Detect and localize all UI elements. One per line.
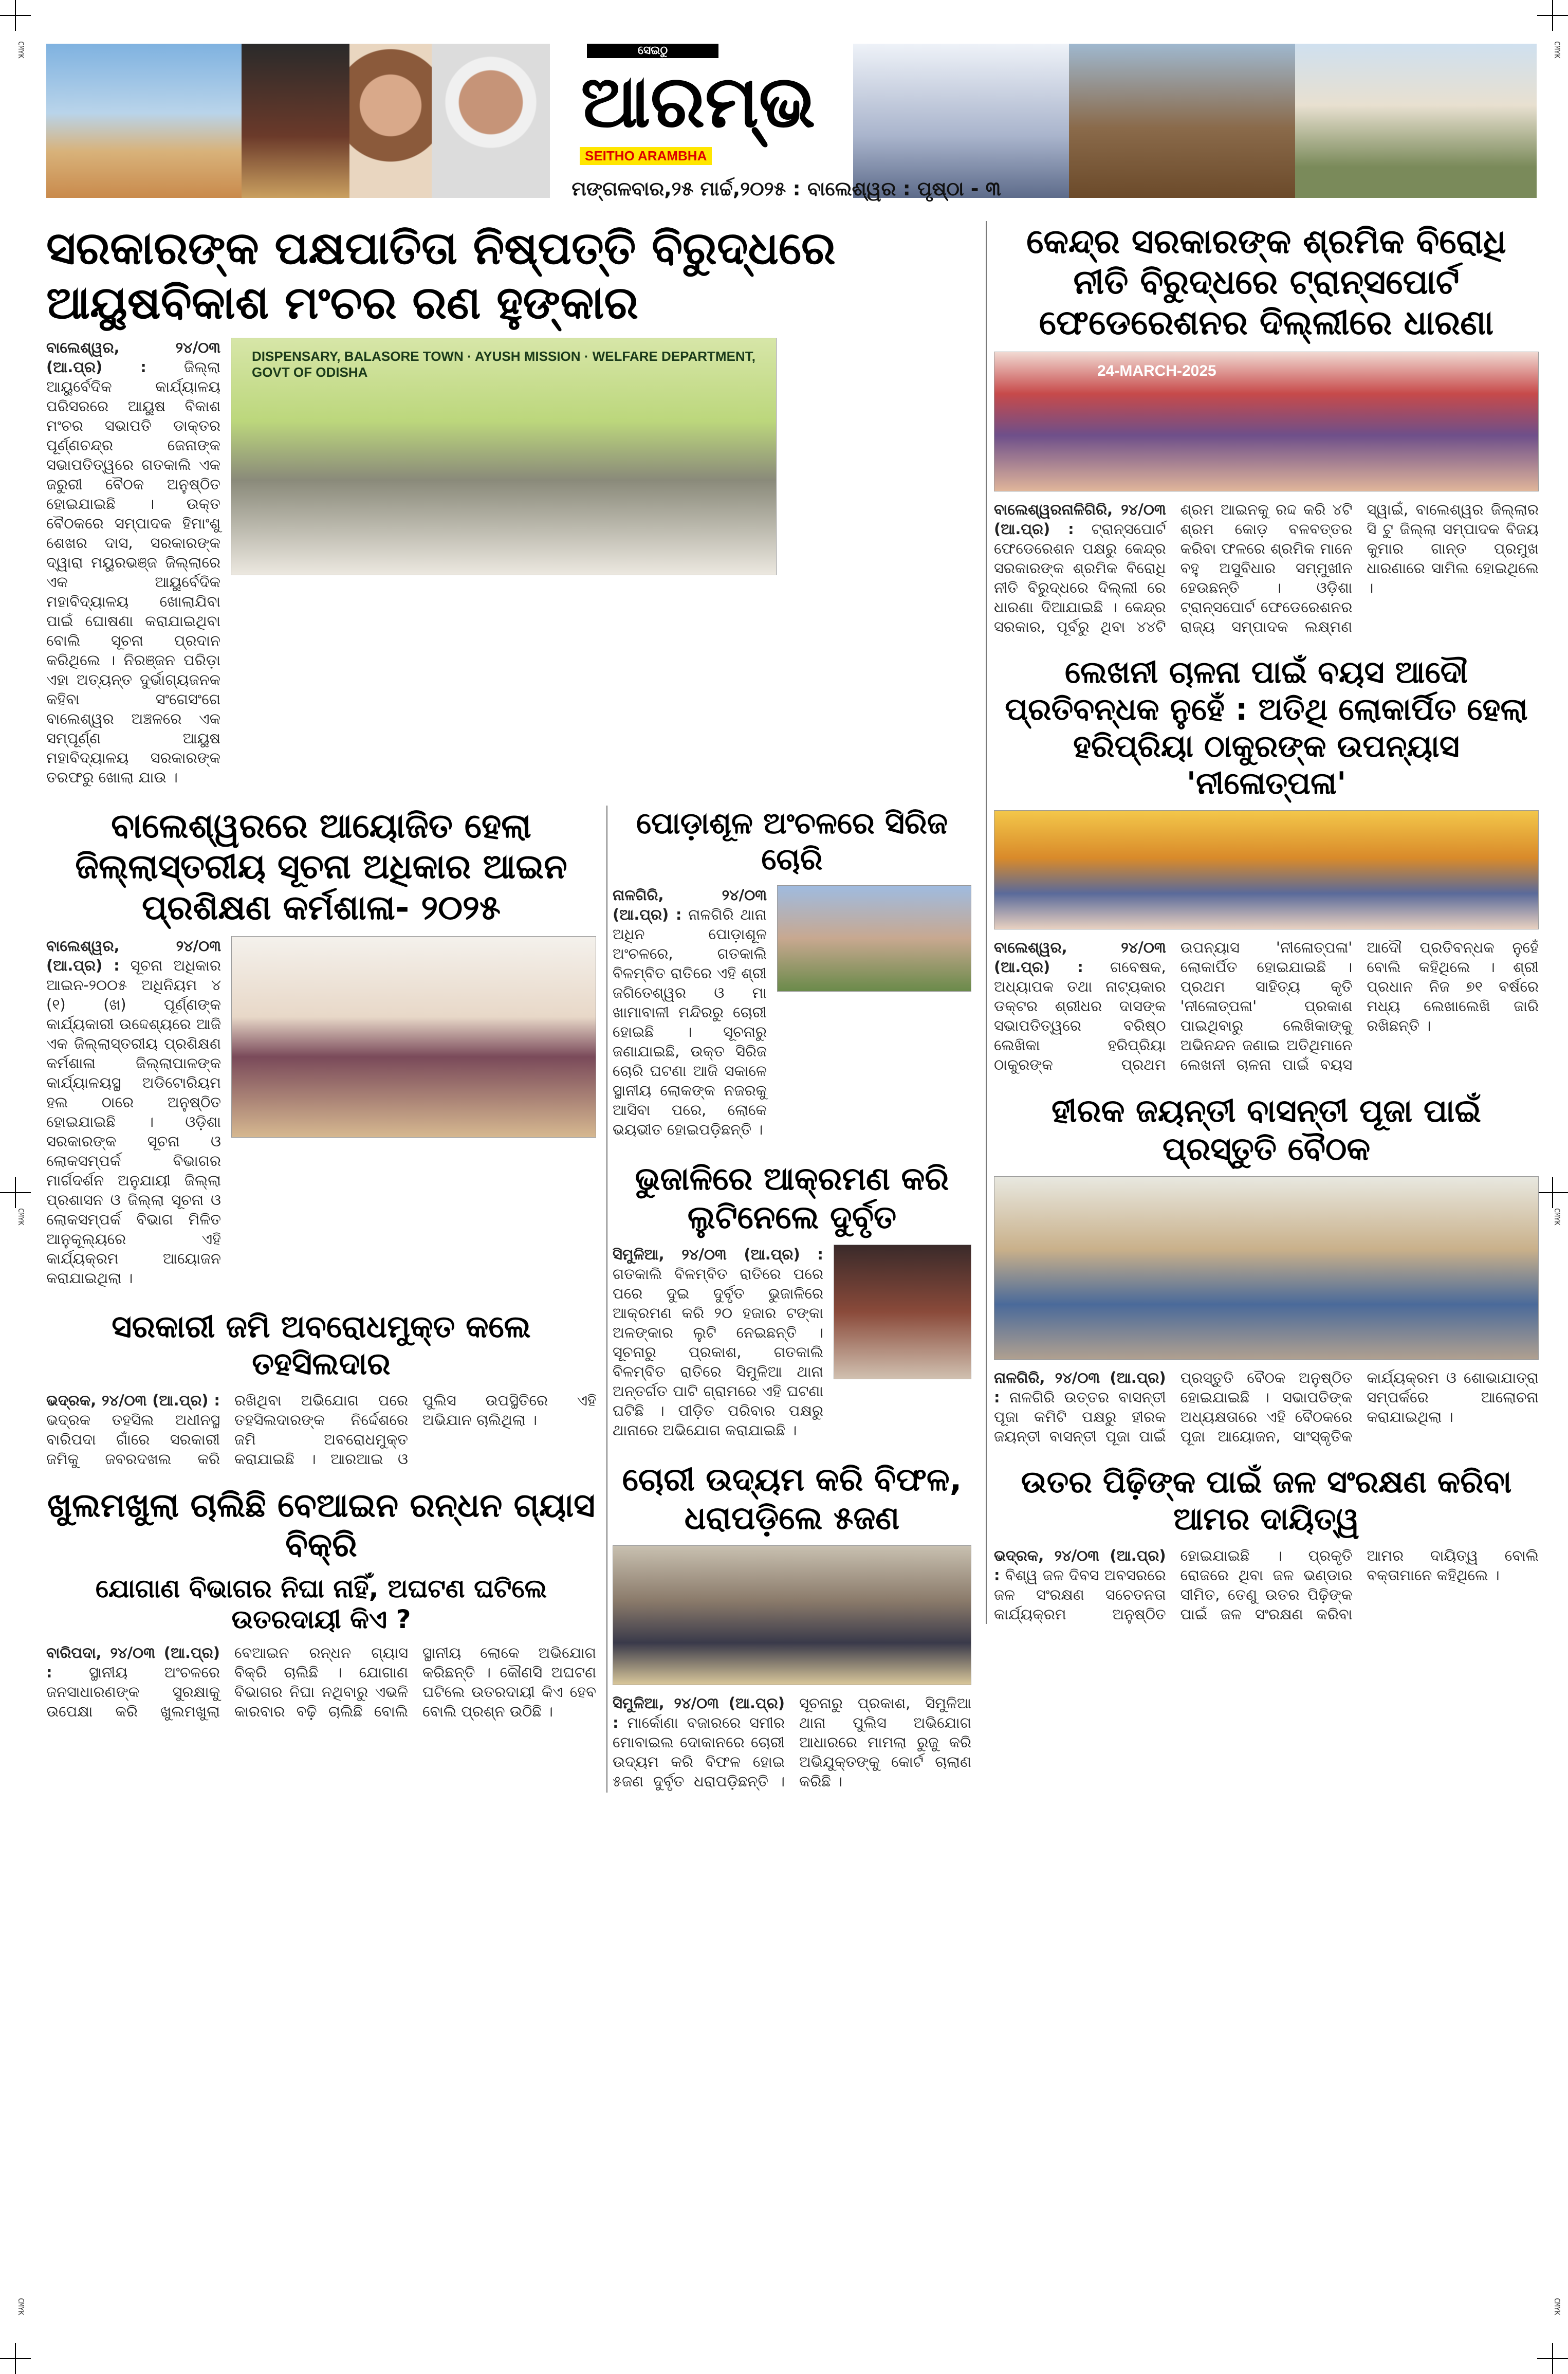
story-body: ବିଶ୍ୱ ଜଳ ଦିବସ ଅବସରରେ ଜଳ ସଂରକ୍ଷଣ ସଚେତନତା କାର୍ଯ୍ୟକ୍ରମ ଅନୁଷ୍ଠିତ ହୋଇଯାଇଛି । ପ୍ରକୃତି ରୋଜରେ ଥିବା ଜଳ ଭଣ୍ଡାର ସୀମିତ, ତେଣୁ ଉତର ପିଢ଼ିଙ୍କ ପାଇଁ ଜଳ ସଂରକ୍ଷଣ କରିବା ଆମର ଦାୟିତ୍ୱ ବୋଲି ବକ୍ତାମାନେ କହିଥିଲେ । [994, 1547, 1539, 1623]
story-dateline: ବାଲେଶ୍ୱର, ୨୪/୦୩ (ଆ.ପ୍ର) : [994, 938, 1166, 976]
story-rti-body [46, 936, 221, 1291]
left-column [46, 806, 596, 1722]
story-body: ଗବେଷକ, ଅଧ୍ୟାପକ ତଥା ନାଟ୍ୟକାର ଡକ୍ଟର ଶ୍ରୀଧର ଦାସଙ୍କ ସଭାପତିତ୍ୱରେ ବରିଷ୍ଠ ଲେଖିକା ହରିପ୍ରିୟା ଠାକୁରଙ୍କ ପ୍ରଥମ ଉପନ୍ୟାସ 'ନୀଳୋତ୍ପଳା' ଲୋକାର୍ପିତ ହୋଇଯାଇଛି । ପ୍ରଥମ ସାହିତ୍ୟ କୃତି 'ନୀଳୋତ୍ପଳା' ପ୍ରକାଶ ପାଇଥିବାରୁ ଲେଖିକାଙ୍କୁ ଅଭିନନ୍ଦନ ଜଣାଇ ଅତିଥିମାନେ ଲେଖନୀ ଚାଳନା ପାଇଁ ବୟସ ଆଦୌ ପ୍ରତିବନ୍ଧକ ନୁହେଁ ବୋଲି କହିଥିଲେ । ଶ୍ରୀ ପ୍ରଧାନ ନିଜ ୭୧ ବର୍ଷରେ ମଧ୍ୟ ଲେଖାଲେଖି ଜାରି ରଖିଛନ୍ତି । [994, 938, 1539, 1073]
story-body: ଟ୍ରାନ୍ସପୋର୍ଟ ଫେଡେରେଶନ ପକ୍ଷରୁ କେନ୍ଦ୍ର ସରକାରଙ୍କ ଶ୍ରମିକ ବିରୋଧି ନୀତି ବିରୁଦ୍ଧରେ ଦିଲ୍ଲୀ ରେ ଧାରଣା ଦିଆଯାଇଛି । କେନ୍ଦ୍ର ସରକାର, ପୂର୍ବରୁ ଥିବା ୪୪ଟି ଶ୍ରମ ଆଇନକୁ ରଦ୍ଦ କରି ୪ଟି ଶ୍ରମ କୋଡ଼ ବଳବତ୍ତର କରିବା ଫଳରେ ଶ୍ରମିକ ମାନେ ବହୁ ଅସୁବିଧାର ସମ୍ମୁଖୀନ ହେଉଛନ୍ତି । ଓଡ଼ିଶା ଟ୍ରାନ୍ସପୋର୍ଟ ଫେଡେରେଶନର ରାଜ୍ୟ ସମ୍ପାଦକ ଲକ୍ଷ୍ମଣ ସ୍ୱାଇଁ, ବାଲେଶ୍ୱର ଜିଲ୍ଲାର ସି ଟୁ ଜିଲ୍ଲା ସମ୍ପାଦକ ବିଜୟ କୁମାର ଗାନ୍ତ ପ୍ରମୁଖ ଧାରଣାରେ ସାମିଲ ହୋଇଥିଲେ । [994, 500, 1539, 635]
photo-transport-dharna [994, 352, 1539, 491]
headline-basanti-puja: ହୀରକ ଜୟନ୍ତୀ ବାସନ୍ତୀ ପୂଜା ପାଇଁ ପ୍ରସ୍ତୁତି ବୈଠକ [1052, 1091, 1481, 1167]
banner-photo-ruins [1069, 44, 1295, 198]
photo-puja-meeting [994, 1176, 1539, 1360]
story-arrest [613, 1460, 971, 1793]
story-novel [994, 654, 1539, 1074]
banner-photo-freedom-fighter [349, 44, 432, 198]
story-body: ନାଳଗିରି ଥାନା ଅଧିନ ପୋଡ଼ାଶୂଳ ଅଂଚଳରେ, ଗତକାଲି ବିଳମ୍ବିତ ରାତିରେ ଏହି ଶ୍ରୀ ଜଗିତେଶ୍ୱର ଓ ମା ଖାମାବାଳୀ ମନ୍ଦିରରୁ ଚୋରୀ ହୋଇଛି । ସୂଚନାରୁ ଜଣାଯାଇଛି, ଉକ୍ତ ସିରିଜ ଚୋରି ଘଟଣା ଆଜି ସକାଳେ ସ୍ଥାନୀୟ ଲୋକଙ୍କ ନଜରକୁ ଆସିବା ପରେ, ଲୋକେ ଭୟଭୀତ ହୋଇପଡ଼ିଛନ୍ତି । [613, 906, 767, 1139]
banner-photo-temple [853, 44, 1069, 198]
story-ayush-col1 [46, 338, 220, 790]
story-water [994, 1464, 1539, 1624]
story-body: ଗତକାଲି ବିଳମ୍ବିତ ରାତିରେ ପରେ ପରେ ଦୁଇ ଦୁର୍ବୃତ ଭୁଜାଳିରେ ଆକ୍ରମଣ କରି ୨୦ ହଜାର ଟଙ୍କା ଅଳଙ୍କାର ଲୁଟି ନେଇଛନ୍ତି । ସୂଚନାରୁ ପ୍ରକାଶ, ଗତକାଲି ବିଳମ୍ବିତ ରାତିରେ ସିମୁଳିଆ ଥାନା ଅନ୍ତର୍ଗତ ପାଟି ଗ୍ରାମରେ ଏହି ଘଟଣା ଘଟିଛି । ପୀଡ଼ିତ ପରିବାର ପକ୍ଷରୁ ଥାନାରେ ଅଭିଯୋଗ କରାଯାଇଛି । [613, 1265, 823, 1439]
headline-machete-loot: ଭୁଜାଳିରେ ଆକ୍ରମଣ କରି ଲୁଟିନେଲେ ଦୁର୍ବୃତ [635, 1160, 949, 1236]
headline-illegal-gas: ଖୁଲମଖୁଲା ଚାଲିଛି ବେଆଇନ ରନ୍ଧନ ଗ୍ୟାସ ବିକ୍ରି [47, 1486, 595, 1564]
story-dateline: ବାଲେଶ୍ୱର, ୨୪/୦୩ (ଆ.ପ୍ର) : [46, 937, 221, 974]
story-dateline: ସିମୁଳିଆ, ୨୪/୦୩ (ଆ.ପ୍ର) : [613, 1694, 785, 1731]
story-water-body [994, 1546, 1539, 1624]
crop-mark [1537, 0, 1568, 31]
story-body: ଭଦ୍ରକ ତହସିଲ ଅଧୀନସ୍ଥ ବାରିପଦା ଗାଁରେ ସରକାରୀ ଜମିକୁ ଜବରଦଖଲ କରି ରଖିଥିବା ଅଭିଯୋଗ ପରେ ତହସିଲଦାରଙ୍କ ନିର୍ଦ୍ଦେଶରେ ଜମି ଅବରୋଧମୁକ୍ତ କରାଯାଇଛି । ଆରଆଇ ଓ ପୁଲିସ ଉପସ୍ଥିତିରେ ଏହି ଅଭିଯାନ ଚାଲିଥିଲା । [46, 1391, 596, 1468]
lower-columns [46, 806, 971, 1793]
registration-mark: CMYK [16, 41, 25, 59]
crop-mark [0, 2343, 31, 2374]
headline-five-arrested: ଚୋରୀ ଉଦ୍ୟମ କରି ବିଫଳ, ଧରାପଡ଼ିଲେ ୫ଜଣ [622, 1460, 962, 1537]
news-page [46, 221, 1539, 1793]
photo-arrested-accused [613, 1545, 971, 1685]
story-theft-body [613, 885, 767, 1142]
headline-ayush-protest: ସରକାରଙ୍କ ପକ୍ଷପାତିତା ନିଷ୍ପତ୍ତି ବିରୁଦ୍ଧରେ ଆୟୁଷବିକାଶ ମଂଚର ରଣ ହୁଙ୍କାର [46, 222, 836, 329]
photo-rti-workshop [231, 936, 596, 1138]
headline-transport-dharna: କେନ୍ଦ୍ର ସରକାରଙ୍କ ଶ୍ରମିକ ବିରୋଧି ନୀତି ବିରୁଦ୍ଧରେ ଟ୍ରାନ୍ସପୋର୍ଟ ଫେଡେରେଶନର ଦିଲ୍ଲୀରେ ଧାରଣା [1026, 222, 1506, 343]
story-body: ସୂଚନା ଅଧିକାର ଆଇନ-୨୦୦୫ ଅଧିନିୟମ ୪ (୧) (ଖ) ପୂର୍ଣ୍ଣଙ୍କ କାର୍ଯ୍ୟକାରୀ ଉଦ୍ଦେଶ୍ୟରେ ଆଜି ଏକ ଜିଲ୍ଲାସ୍ତରୀୟ ପ୍ରଶିକ୍ଷଣ କର୍ମଶାଳା ଜିଲ୍ଲାପାଳଙ୍କ କାର୍ଯ୍ୟାଳୟସ୍ଥ ଅଡିଟୋରିୟମ ହଲ ଠାରେ ଅନୁଷ୍ଠିତ ହୋଇଯାଇଛି । ଓଡ଼ିଶା ସରକାରଙ୍କ ସୂଚନା ଓ ଲୋକସମ୍ପର୍କ ବିଭାଗର ମାର୍ଗଦର୍ଶନ ଅନୁଯାୟୀ ଜିଲ୍ଲା ପ୍ରଶାସନ ଓ ଜିଲ୍ଲା ସୂଚନା ଓ ଲୋକସମ୍ପର୍କ ବିଭାଗ ମିଳିତ ଆନୁକୂଲ୍ୟରେ ଏହି କାର୍ଯ୍ୟକ୍ରମ ଆୟୋଜନ କରାଯାଇଥିଲା । [46, 956, 221, 1287]
registration-mark: CMYK [1553, 41, 1561, 59]
subheadline-illegal-gas: ଯୋଗାଣ ବିଭାଗର ନିଘା ନାହିଁ, ଅଘଟଣ ଘଟିଲେ ଉତରଦାୟୀ କିଏ ? [95, 1574, 547, 1635]
banner-photo-beach [46, 44, 242, 198]
registration-mark: CMYK [16, 2298, 25, 2315]
story-puja-body [994, 1368, 1539, 1446]
story-gas-body [46, 1643, 596, 1722]
story-arrest-body [613, 1693, 971, 1793]
story-puja [994, 1092, 1539, 1447]
story-dateline: ବାଲେଶ୍ୱର, ୨୪/୦୩ (ଆ.ପ୍ର) : [46, 339, 221, 376]
masthead-subtitle: SEITHO ARAMBHA [580, 147, 712, 165]
story-transport-body [994, 500, 1539, 636]
banner-photo-shrine [1295, 44, 1537, 198]
story-dateline: ଭଦ୍ରକ, ୨୪/୦୩ (ଆ.ପ୍ର) : [46, 1391, 220, 1409]
photo-novel-release [994, 810, 1539, 929]
story-serial-theft [613, 806, 971, 1142]
masthead-logo: ଆରମ୍ଭ [581, 60, 816, 144]
story-novel-body [994, 938, 1539, 1074]
crop-mark [1537, 2343, 1568, 2374]
photo-signboard-text: DISPENSARY, BALASORE TOWN · AYUSH MISSION · WELFARE DEPARTMENT, GOVT OF ODISHA [252, 349, 755, 380]
story-body: ମାର୍କୋଣା ବଜାରରେ ସମୀର ମୋବାଇଲ ଦୋକାନରେ ଚୋରୀ ଉଦ୍ୟମ କରି ବିଫଳ ହୋଇ ୫ଜଣ ଦୁର୍ବୃତ ଧରାପଡ଼ିଛନ୍ତି । ସୂଚନାରୁ ପ୍ରକାଶ, ସିମୁଳିଆ ଥାନା ପୁଲିସ ଅଭିଯୋଗ ଆଧାରରେ ମାମଲା ରୁଜୁ କରି ଅଭିଯୁକ୍ତଙ୍କୁ କୋର୍ଟ ଚାଲାଣ କରିଛି । [613, 1694, 971, 1790]
crop-mark [0, 0, 31, 31]
story-machete [613, 1160, 971, 1443]
registration-mark: CMYK [16, 1208, 25, 1226]
registration-mark: CMYK [1553, 1208, 1561, 1226]
middle-column [606, 806, 971, 1793]
right-column [986, 221, 1539, 1624]
story-body: ଜିଲ୍ଲା ଆୟୁର୍ବେଦିକ କାର୍ଯ୍ୟାଳୟ ପରିସରରେ ଆୟୁଷ ବିକାଶ ମଂଚର ସଭାପତି ଡାକ୍ତର ପୂର୍ଣ୍ଣଚନ୍ଦ୍ର ଜେନାଙ୍କ ସଭାପତିତ୍ୱରେ ଗତକାଲି ଏକ ଜରୁରୀ ବୈଠକ ଅନୁଷ୍ଠିତ ହୋଇଯାଇଛି । ଉକ୍ତ ବୈଠକରେ ସମ୍ପାଦକ ହିମାଂଶୁ ଶେଖର ଦାସ, ସରକାରଙ୍କ ଦ୍ୱାରା ମୟୁରଭଞ୍ଜ ଜିଲ୍ଲାରେ ଏକ ଆୟୁର୍ବେଦିକ ମହାବିଦ୍ୟାଳୟ ଖୋଲାଯିବା ପାଇଁ ଘୋଷଣା କରାଯାଇଥିବା ବୋଲି ସୂଚନା ପ୍ରଦାନ କରିଥିଲେ । ନିରଞ୍ଜନ ପରିଡ଼ା ଏହା ଅତ୍ୟନ୍ତ ଦୁର୍ଭାଗ୍ୟଜନକ କହିବା ସଂଗେସଂଗେ ବାଲେଶ୍ୱର ଅଞ୍ଚଳରେ ଏକ ସମ୍ପୂର୍ଣ୍ଣ ଆୟୁଷ ମହାବିଦ୍ୟାଳୟ ସରକାରଙ୍କ ତରଫରୁ ଖୋଲା ଯାଉ । [46, 358, 221, 787]
issue-dateline: ମଙ୍ଗଳବାର,୨୫ ମାର୍ଚ୍ଚ,୨୦୨୫ : ବାଲେଶ୍ୱର : ପୃଷ୍ଠା - ୩ [571, 177, 1001, 200]
story-dateline: ବାରିପଦା, ୨୪/୦୩ (ଆ.ପ୍ର) : [46, 1644, 220, 1682]
headline-land-encroachment: ସରକାରୀ ଜମି ଅବରୋଧମୁକ୍ତ କଲେ ତହସିଲଦାର [112, 1308, 531, 1382]
story-dateline: ନାଳଗିରି, ୨୪/୦୩ (ଆ.ପ୍ର) : [613, 886, 767, 924]
masthead-kicker: ସେଇଠୁ [587, 44, 718, 58]
crop-mark [1537, 1177, 1568, 1208]
story-body: ସ୍ଥାନୀୟ ଅଂଚଳରେ ଜନସାଧାରଣଙ୍କ ସୁରକ୍ଷାକୁ ଉପେକ୍ଷା କରି ଖୁଲମଖୁଲା ବେଆଇନ ରନ୍ଧନ ଗ୍ୟାସ ବିକ୍ରି ଚାଲିଛି । ଯୋଗାଣ ବିଭାଗର ନିଘା ନଥିବାରୁ ଏଭଳି କାରବାର ବଢ଼ି ଚାଲିଛି ବୋଲି ସ୍ଥାନୀୟ ଲୋକେ ଅଭିଯୋଗ କରିଛନ୍ତି । କୌଣସି ଅଘଟଣ ଘଟିଲେ ଉତରଦାୟୀ କିଏ ହେବ ବୋଲି ପ୍ରଶ୍ନ ଉଠିଛି । [46, 1644, 596, 1721]
story-dateline: ସିମୁଳିଆ, ୨୪/୦୩ (ଆ.ପ୍ର) : [613, 1246, 823, 1264]
headline-serial-theft: ପୋଡ଼ାଶୂଳ ଅଂଚଳରେ ସିରିଜ ଚୋରି [636, 806, 948, 876]
photo-banner-date: 24-MARCH-2025 [1097, 362, 1216, 379]
story-gas [46, 1486, 596, 1723]
story-machete-body [613, 1245, 823, 1443]
registration-mark: CMYK [1553, 2298, 1561, 2315]
headline-novel-release: ଲେଖନୀ ଚାଳନା ପାଇଁ ବୟସ ଆଦୌ ପ୍ରତିବନ୍ଧକ ନୁହେଁ : ଅତିଥି ଲୋକାର୍ପିତ ହେଲା ହରିପ୍ରିୟା ଠାକୁରଙ୍କ ଉପନ୍ୟାସ 'ନୀଳୋତ୍ପଳା' [1005, 654, 1528, 801]
story-rti [46, 806, 596, 1291]
headline-rti-workshop: ବାଲେଶ୍ୱରରେ ଆୟୋଜିତ ହେଲା ଜିଲ୍ଲାସ୍ତରୀୟ ସୂଚନା ଅଧିକାର ଆଇନ ପ୍ରଶିକ୍ଷଣ କର୍ମଶାଳା- ୨୦୨୫ [75, 806, 567, 927]
photo-injured-victim [834, 1245, 971, 1379]
banner-photo-temple-idol [242, 44, 349, 198]
story-transport [994, 221, 1539, 636]
story-dateline: ଭଦ୍ରକ, ୨୪/୦୩ (ଆ.ପ୍ର) : [994, 1547, 1166, 1584]
story-dateline: ନାଳଗିରି, ୨୪/୦୩ (ଆ.ପ୍ର) : [994, 1369, 1166, 1407]
story-dateline: ବାଲେଶ୍ୱରନାଳିଗିରି, ୨୪/୦୩ (ଆ.ପ୍ର) : [994, 500, 1166, 538]
story-ayush [46, 221, 971, 790]
headline-water-conservation: ଉତର ପିଢ଼ିଙ୍କ ପାଇଁ ଜଳ ସଂରକ୍ଷଣ କରିବା ଆମର ଦାୟିତ୍ୱ [1021, 1464, 1512, 1538]
story-land-body [46, 1391, 596, 1469]
left-area [46, 221, 971, 1793]
photo-temple-theft [777, 885, 971, 992]
story-land [46, 1308, 596, 1469]
story-body: ନାଳଗିରି ଉତ୍ତର ବାସନ୍ତୀ ପୂଜା କମିଟି ପକ୍ଷରୁ ହୀରକ ଜୟନ୍ତୀ ବାସନ୍ତୀ ପୂଜା ପାଇଁ ପ୍ରସ୍ତୁତି ବୈଠକ ଅନୁଷ୍ଠିତ ହୋଇଯାଇଛି । ସଭାପତିଙ୍କ ଅଧ୍ୟକ୍ଷତାରେ ଏହି ବୈଠକରେ ପୂଜା ଆୟୋଜନ, ସାଂସ୍କୃତିକ କାର୍ଯ୍ୟକ୍ରମ ଓ ଶୋଭାଯାତ୍ରା ସମ୍ପର୍କରେ ଆଲୋଚନା କରାଯାଇଥିଲା । [994, 1369, 1539, 1446]
crop-mark [0, 1177, 31, 1208]
photo-ayush-meeting [231, 338, 777, 575]
banner-photo-portrait [432, 44, 550, 198]
